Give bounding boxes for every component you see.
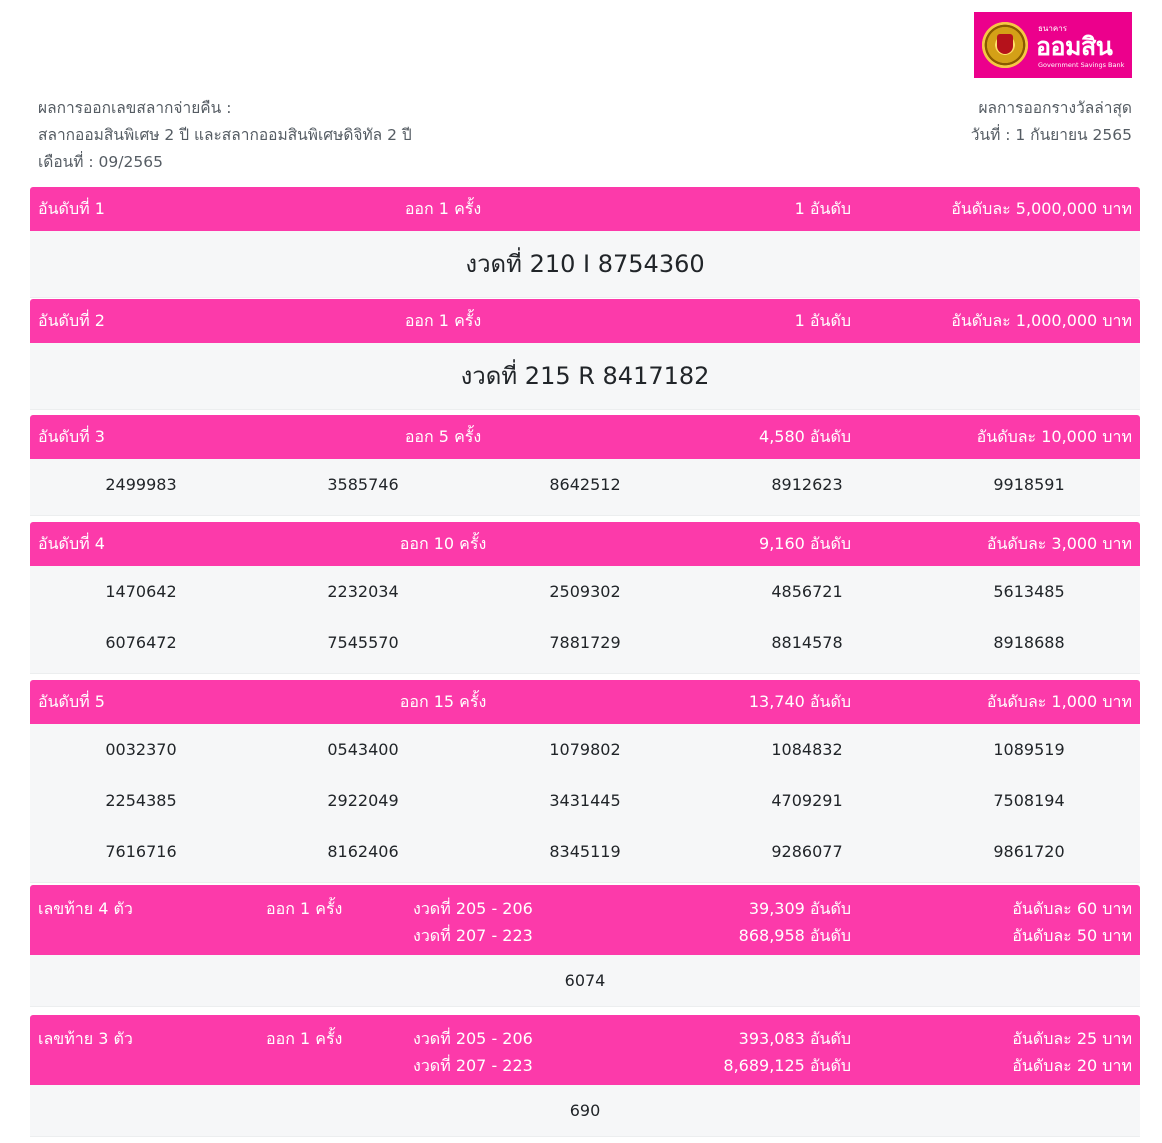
prize-header: อันดับที่ 5 ออก 15 ครั้ง 13,740 อันดับ อันดับละ 1,000 บาท (30, 680, 1140, 724)
last-digits-counts (739, 895, 851, 949)
logo-sub-text: Government Savings Bank (1038, 61, 1125, 69)
winning-number: 0543400 (327, 740, 399, 759)
winning-number: 690 (569, 1101, 601, 1120)
prize-amount: อันดับละ 60 บาท (1012, 899, 1132, 918)
prize-rank: อันดับที่ 5 (38, 692, 105, 711)
winning-number: 7508194 (993, 791, 1065, 810)
winning-number: 1084832 (771, 740, 843, 759)
latest-result-label: ผลการออกรางวัลล่าสุด (978, 99, 1132, 117)
last-digits-label: เลขท้าย 4 ตัว (38, 899, 133, 918)
winning-number: 9861720 (993, 842, 1065, 861)
winning-number: งวดที่ 215 R 8417182 (460, 362, 710, 390)
prize-header: อันดับที่ 2 ออก 1 ครั้ง 1 อันดับ อันดับละ 1,000,000 บาท (30, 299, 1140, 343)
prize-count: 868,958 อันดับ (738, 926, 851, 945)
prize-block-5 (30, 680, 1140, 883)
winning-number: 4709291 (771, 791, 843, 810)
prize-header: อันดับที่ 1 ออก 1 ครั้ง 1 อันดับ อันดับละ 5,000,000 บาท (30, 187, 1140, 231)
winning-number: 8345119 (549, 842, 621, 861)
last-3-digits-block (30, 1015, 1140, 1137)
latest-result-date: วันที่ : 1 กันยายน 2565 (970, 126, 1132, 144)
winning-number: 8918688 (993, 633, 1065, 652)
result-title (38, 95, 412, 176)
prize-rank: อันดับที่ 3 (38, 427, 105, 446)
winning-number: 2232034 (327, 582, 399, 601)
logo-small-text: ธนาคาร (1038, 24, 1067, 33)
winning-number: 2509302 (549, 582, 621, 601)
prize-count: 13,740 อันดับ (748, 692, 851, 711)
prize-header: อันดับที่ 4 ออก 10 ครั้ง 9,160 อันดับ อันดับละ 3,000 บาท (30, 522, 1140, 566)
prize-block-1 (30, 187, 1140, 298)
last-digits-label: เลขท้าย 3 ตัว (38, 1029, 133, 1048)
prize-amount: อันดับละ 5,000,000 บาท (951, 199, 1132, 218)
prize-block-2 (30, 299, 1140, 410)
result-month: เดือนที่ : 09/2565 (38, 153, 163, 171)
winning-number: 6076472 (105, 633, 177, 652)
prize-count: 8,689,125 อันดับ (723, 1056, 851, 1075)
last-digits-header (30, 1015, 1140, 1085)
winning-number: 6074 (564, 971, 606, 990)
prize-amount: อันดับละ 10,000 บาท (976, 427, 1132, 446)
gsb-logo[interactable] (974, 12, 1132, 78)
latest-result-info (971, 95, 1132, 149)
winning-number: 7545570 (327, 633, 399, 652)
last-digits-periods (413, 895, 533, 949)
prize-amount: อันดับละ 1,000,000 บาท (951, 311, 1132, 330)
prize-count: 1 อันดับ (794, 311, 851, 330)
prize-count: 4,580 อันดับ (759, 427, 851, 446)
last-digits-draws: ออก 1 ครั้ง (266, 1029, 343, 1048)
prize-amount: อันดับละ 1,000 บาท (986, 692, 1132, 711)
result-title-line1: ผลการออกเลขสลากจ่ายคืน : (38, 99, 232, 117)
winning-number: 8814578 (771, 633, 843, 652)
last-digits-header (30, 885, 1140, 955)
prize-block-3 (30, 415, 1140, 516)
winning-number: 9918591 (993, 475, 1065, 494)
prize-amount: อันดับละ 25 บาท (1012, 1029, 1132, 1048)
winning-number: 1079802 (549, 740, 621, 759)
last-digits-amounts (1012, 895, 1132, 949)
last-4-digits-block (30, 885, 1140, 1007)
prize-count: 1 อันดับ (794, 199, 851, 218)
winning-number: 8162406 (327, 842, 399, 861)
winning-number: 8642512 (549, 475, 621, 494)
result-title-line2: สลากออมสินพิเศษ 2 ปี และสลากออมสินพิเศษดิจิทัล 2 ปี (38, 126, 412, 144)
period-range: งวดที่ 207 - 223 (413, 1056, 533, 1075)
prize-rank: อันดับที่ 1 (38, 199, 105, 218)
prize-amount: อันดับละ 20 บาท (1012, 1056, 1132, 1075)
prize-count: 39,309 อันดับ (748, 899, 851, 918)
last-digits-counts (723, 1025, 851, 1079)
winning-numbers-grid (30, 566, 1140, 673)
prize-rank: อันดับที่ 4 (38, 534, 105, 553)
winning-number: 3585746 (327, 475, 399, 494)
prize-rank: อันดับที่ 2 (38, 311, 105, 330)
prize-block-4 (30, 522, 1140, 674)
period-range: งวดที่ 205 - 206 (413, 1029, 533, 1048)
winning-number: 2254385 (105, 791, 177, 810)
winning-number: 5613485 (993, 582, 1065, 601)
prize-count: 393,083 อันดับ (738, 1029, 851, 1048)
winning-number: 1470642 (105, 582, 177, 601)
winning-number: 1089519 (993, 740, 1065, 759)
prize-amount: อันดับละ 3,000 บาท (986, 534, 1132, 553)
winning-number: งวดที่ 210 I 8754360 (465, 250, 705, 278)
winning-number: 7881729 (549, 633, 621, 652)
winning-numbers-grid (30, 724, 1140, 882)
winning-number: 0032370 (105, 740, 177, 759)
last-digits-amounts (1012, 1025, 1132, 1079)
prize-amount: อันดับละ 50 บาท (1012, 926, 1132, 945)
prize-header: อันดับที่ 3 ออก 5 ครั้ง 4,580 อันดับ อันดับละ 10,000 บาท (30, 415, 1140, 459)
winning-number: 2922049 (327, 791, 399, 810)
period-range: งวดที่ 207 - 223 (413, 926, 533, 945)
bank-seal-icon (982, 22, 1028, 68)
period-range: งวดที่ 205 - 206 (413, 899, 533, 918)
winning-number: 7616716 (105, 842, 177, 861)
logo-main-text: ออมสิน (1036, 32, 1113, 61)
winning-number: 2499983 (105, 475, 177, 494)
last-digits-periods (413, 1025, 533, 1079)
winning-number: 3431445 (549, 791, 621, 810)
winning-number: 9286077 (771, 842, 843, 861)
winning-number: 4856721 (771, 582, 843, 601)
winning-number: 8912623 (771, 475, 843, 494)
last-digits-draws: ออก 1 ครั้ง (266, 899, 343, 918)
prize-count: 9,160 อันดับ (759, 534, 851, 553)
winning-numbers-grid (30, 459, 1140, 515)
